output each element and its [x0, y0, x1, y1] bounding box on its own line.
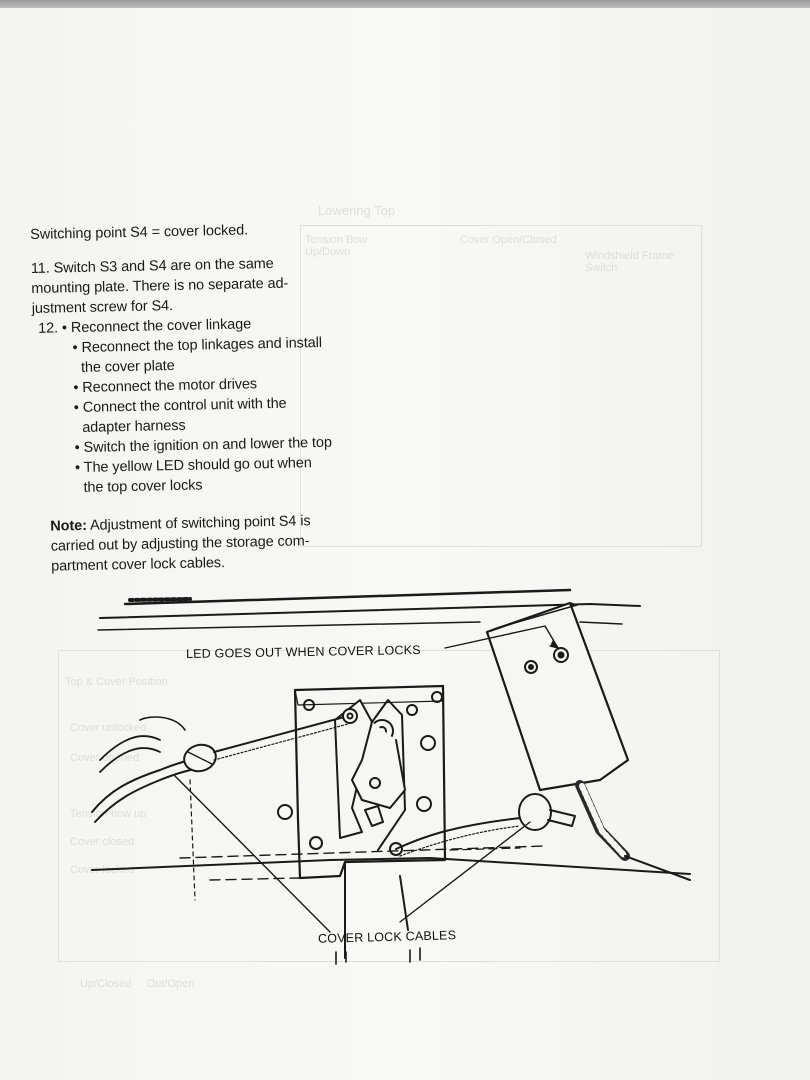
ghost-row-locked: Cover locked: [70, 864, 135, 876]
ghost-col-tension: Tension Bow Up/Down: [305, 234, 368, 258]
note-text-1: Adjustment of switching point S4 is: [86, 513, 311, 534]
step-12-bullet-6: • The yellow LED should go out when: [74, 455, 312, 477]
cable-end-upper: [343, 709, 357, 723]
ghost-row-position: Top & Cover Position: [65, 676, 168, 688]
ghost-row-closed: Cover closed: [70, 836, 135, 848]
led-indicator-center: [559, 653, 564, 658]
cable-loop: [140, 717, 185, 730]
step-12-bullet-5: • Switch the ignition on and lower the top: [74, 434, 333, 457]
step-12-bullet-4: • Connect the control unit with the: [73, 395, 287, 417]
step-11-line-3: justment screw for S4.: [31, 298, 174, 317]
note-line-3: partment cover lock cables.: [50, 554, 226, 575]
cover-lock-cables-label: COVER LOCK CABLES: [317, 928, 457, 946]
ghost-footer: Up/Closed Out/Open: [80, 978, 195, 990]
frame-rail-4: [580, 622, 622, 624]
cable-ferrule-right: [548, 810, 575, 826]
switching-point-line: Switching point S4 = cover locked.: [30, 222, 249, 243]
ghost-row-bow-up: Tension bow up: [70, 808, 147, 820]
cable-sleeve-right: [519, 794, 551, 830]
ghost-col-windshield: Windshield Frame Switch: [585, 250, 674, 274]
step-11-line-2: mounting plate. There is no separate ad-: [31, 275, 289, 297]
step-11-line-1: 11. Switch S3 and S4 are on the same: [30, 255, 274, 277]
step-12-bullet-4-cont: adapter harness: [82, 417, 186, 436]
step-12-bullet-3: • Reconnect the motor drives: [73, 376, 258, 397]
plate-hole-4: [278, 805, 292, 819]
label-tick-marks: [336, 948, 420, 964]
control-unit-box: [487, 603, 628, 790]
step-12-bullet-2-cont: the cover plate: [80, 358, 175, 376]
harness-end: [625, 856, 690, 880]
step-12-bullet-6-cont: the top cover locks: [83, 477, 203, 496]
harness-corrugation: [582, 786, 624, 855]
led-center: [529, 665, 533, 669]
ghost-table-title: Lowering Top: [318, 203, 396, 218]
frame-rail-hatch: [130, 599, 190, 600]
frame-rail-3: [98, 622, 480, 630]
step-12-line-1: 12. • Reconnect the cover linkage: [38, 316, 252, 337]
ghost-col-cover: Cover Open/Closed: [460, 234, 557, 246]
hidden-line-2: [210, 878, 300, 880]
note-line-2: carried out by adjusting the storage com-: [50, 533, 310, 555]
step-12-bullet-2: • Reconnect the top linkages and install: [72, 334, 323, 357]
ghost-row-opened: Cover opened: [70, 752, 140, 764]
frame-rail-1: [125, 590, 570, 604]
ghost-row-unlocked: Cover unlocked: [70, 722, 147, 734]
cables-leader-aux: [190, 780, 195, 900]
note-label: Note:: [50, 517, 88, 535]
led-label: LED GOES OUT WHEN COVER LOCKS: [185, 642, 421, 662]
